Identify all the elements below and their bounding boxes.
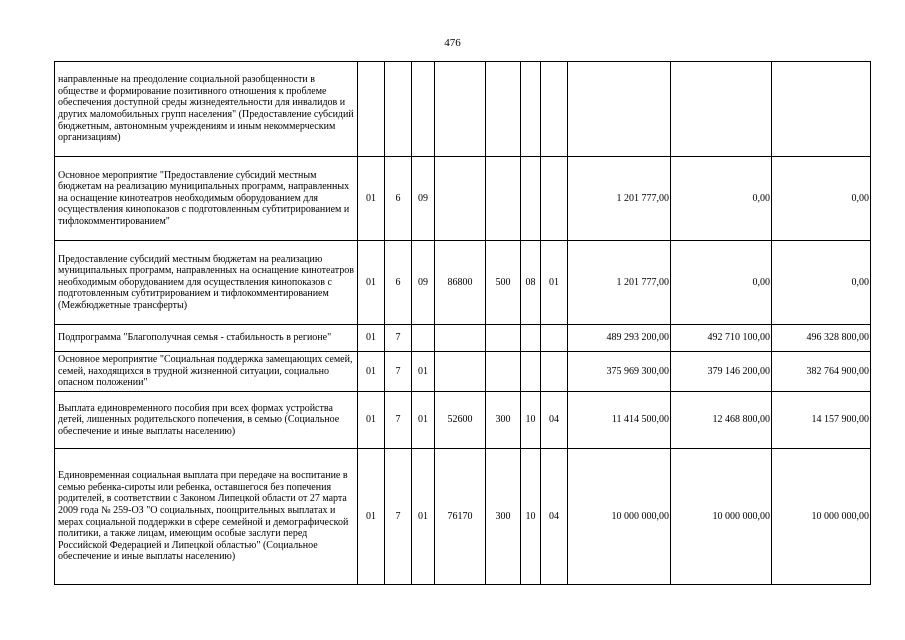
code-direction: 76170 bbox=[435, 449, 486, 585]
code-subsection bbox=[541, 62, 568, 157]
page-number: 476 bbox=[444, 37, 461, 49]
amount-year-2: 0,00 bbox=[671, 157, 772, 241]
row-name: направленные на преодоление социальной разобщенности в обществе и формирование позитивного отношения к проблеме обеспечения доступной среды жизнедеятельности для инвалидов и других маломобильных групп населения" (Предоставление субсидий бюджетным, автономным учреждениям и иным некоммерческим организациям) bbox=[55, 62, 358, 157]
row-name: Подпрограмма "Благополучная семья - стабильность в регионе" bbox=[55, 325, 358, 352]
table-row bbox=[55, 392, 871, 449]
code-direction: 52600 bbox=[435, 392, 486, 449]
amount-year-3: 496 328 800,00 bbox=[772, 325, 871, 352]
code-event: 09 bbox=[412, 157, 435, 241]
code-subsection: 04 bbox=[541, 449, 568, 585]
budget-table bbox=[54, 61, 871, 585]
code-subprogram: 7 bbox=[385, 449, 412, 585]
code-program bbox=[358, 62, 385, 157]
code-subsection: 04 bbox=[541, 392, 568, 449]
amount-year-1 bbox=[568, 62, 671, 157]
code-subsection: 01 bbox=[541, 241, 568, 325]
code-expense-type: 300 bbox=[486, 392, 521, 449]
amount-year-3 bbox=[772, 62, 871, 157]
amount-year-2: 0,00 bbox=[671, 241, 772, 325]
row-name: Основное мероприятие "Социальная поддержка замещающих семей, семей, находящихся в трудной жизненной ситуации, социально опасном положении" bbox=[55, 352, 358, 392]
row-name: Основное мероприятие "Предоставление субсидий местным бюджетам на реализацию муниципальных программ, направленных на оснащение кинотеатров необходимым оборудованием для осуществления кинопоказов с подготовленным субтитрированием и тифлокомментированием" bbox=[55, 157, 358, 241]
table-row bbox=[55, 449, 871, 585]
code-event bbox=[412, 62, 435, 157]
code-subsection bbox=[541, 325, 568, 352]
amount-year-3: 10 000 000,00 bbox=[772, 449, 871, 585]
code-subprogram: 6 bbox=[385, 157, 412, 241]
table-row bbox=[55, 352, 871, 392]
code-event: 09 bbox=[412, 241, 435, 325]
amount-year-1: 375 969 300,00 bbox=[568, 352, 671, 392]
amount-year-1: 1 201 777,00 bbox=[568, 157, 671, 241]
code-subprogram: 7 bbox=[385, 392, 412, 449]
table-row bbox=[55, 62, 871, 157]
code-program: 01 bbox=[358, 241, 385, 325]
code-program: 01 bbox=[358, 352, 385, 392]
amount-year-2: 379 146 200,00 bbox=[671, 352, 772, 392]
row-name: Единовременная социальная выплата при передаче на воспитание в семью ребенка-сироты или ребенка, оставшегося без попечения родителей, в соответствии с Законом Липецкой области от 27 марта 2009 года № 259-ОЗ "О социальных, поощрительных выплатах и мерах социальной поддержки в сфере семейной и демографической политики, а также лицам, имеющим особые заслуги перед Российской Федерацией и Липецкой областью" (Социальное обеспечение и иные выплаты населению) bbox=[55, 449, 358, 585]
code-expense-type: 500 bbox=[486, 241, 521, 325]
code-direction bbox=[435, 325, 486, 352]
code-subsection bbox=[541, 157, 568, 241]
amount-year-3: 0,00 bbox=[772, 241, 871, 325]
code-direction bbox=[435, 62, 486, 157]
code-subprogram bbox=[385, 62, 412, 157]
code-program: 01 bbox=[358, 392, 385, 449]
code-event bbox=[412, 325, 435, 352]
code-direction bbox=[435, 157, 486, 241]
amount-year-1: 489 293 200,00 bbox=[568, 325, 671, 352]
code-event: 01 bbox=[412, 352, 435, 392]
code-expense-type bbox=[486, 62, 521, 157]
amount-year-1: 10 000 000,00 bbox=[568, 449, 671, 585]
row-name: Предоставление субсидий местным бюджетам на реализацию муниципальных программ, направленных на оснащение кинотеатров необходимым оборудованием для осуществления кинопоказов с подготовленным субтитрированием и тифлокомментированием (Межбюджетные трансферты) bbox=[55, 241, 358, 325]
code-subprogram: 7 bbox=[385, 352, 412, 392]
code-section bbox=[521, 352, 541, 392]
amount-year-1: 11 414 500,00 bbox=[568, 392, 671, 449]
code-expense-type bbox=[486, 157, 521, 241]
code-expense-type bbox=[486, 352, 521, 392]
code-program: 01 bbox=[358, 325, 385, 352]
table-row bbox=[55, 325, 871, 352]
code-event: 01 bbox=[412, 449, 435, 585]
code-section: 08 bbox=[521, 241, 541, 325]
table-row bbox=[55, 157, 871, 241]
code-section bbox=[521, 62, 541, 157]
amount-year-3: 382 764 900,00 bbox=[772, 352, 871, 392]
amount-year-2: 492 710 100,00 bbox=[671, 325, 772, 352]
amount-year-1: 1 201 777,00 bbox=[568, 241, 671, 325]
code-event: 01 bbox=[412, 392, 435, 449]
code-direction bbox=[435, 352, 486, 392]
amount-year-2 bbox=[671, 62, 772, 157]
code-program: 01 bbox=[358, 157, 385, 241]
amount-year-2: 12 468 800,00 bbox=[671, 392, 772, 449]
code-section: 10 bbox=[521, 392, 541, 449]
code-subsection bbox=[541, 352, 568, 392]
code-section bbox=[521, 157, 541, 241]
amount-year-2: 10 000 000,00 bbox=[671, 449, 772, 585]
table-row bbox=[55, 241, 871, 325]
code-section bbox=[521, 325, 541, 352]
code-section: 10 bbox=[521, 449, 541, 585]
code-subprogram: 7 bbox=[385, 325, 412, 352]
code-direction: 86800 bbox=[435, 241, 486, 325]
code-expense-type: 300 bbox=[486, 449, 521, 585]
code-expense-type bbox=[486, 325, 521, 352]
amount-year-3: 14 157 900,00 bbox=[772, 392, 871, 449]
amount-year-3: 0,00 bbox=[772, 157, 871, 241]
code-subprogram: 6 bbox=[385, 241, 412, 325]
code-program: 01 bbox=[358, 449, 385, 585]
row-name: Выплата единовременного пособия при всех формах устройства детей, лишенных родительского попечения, в семью (Социальное обеспечение и иные выплаты населению) bbox=[55, 392, 358, 449]
